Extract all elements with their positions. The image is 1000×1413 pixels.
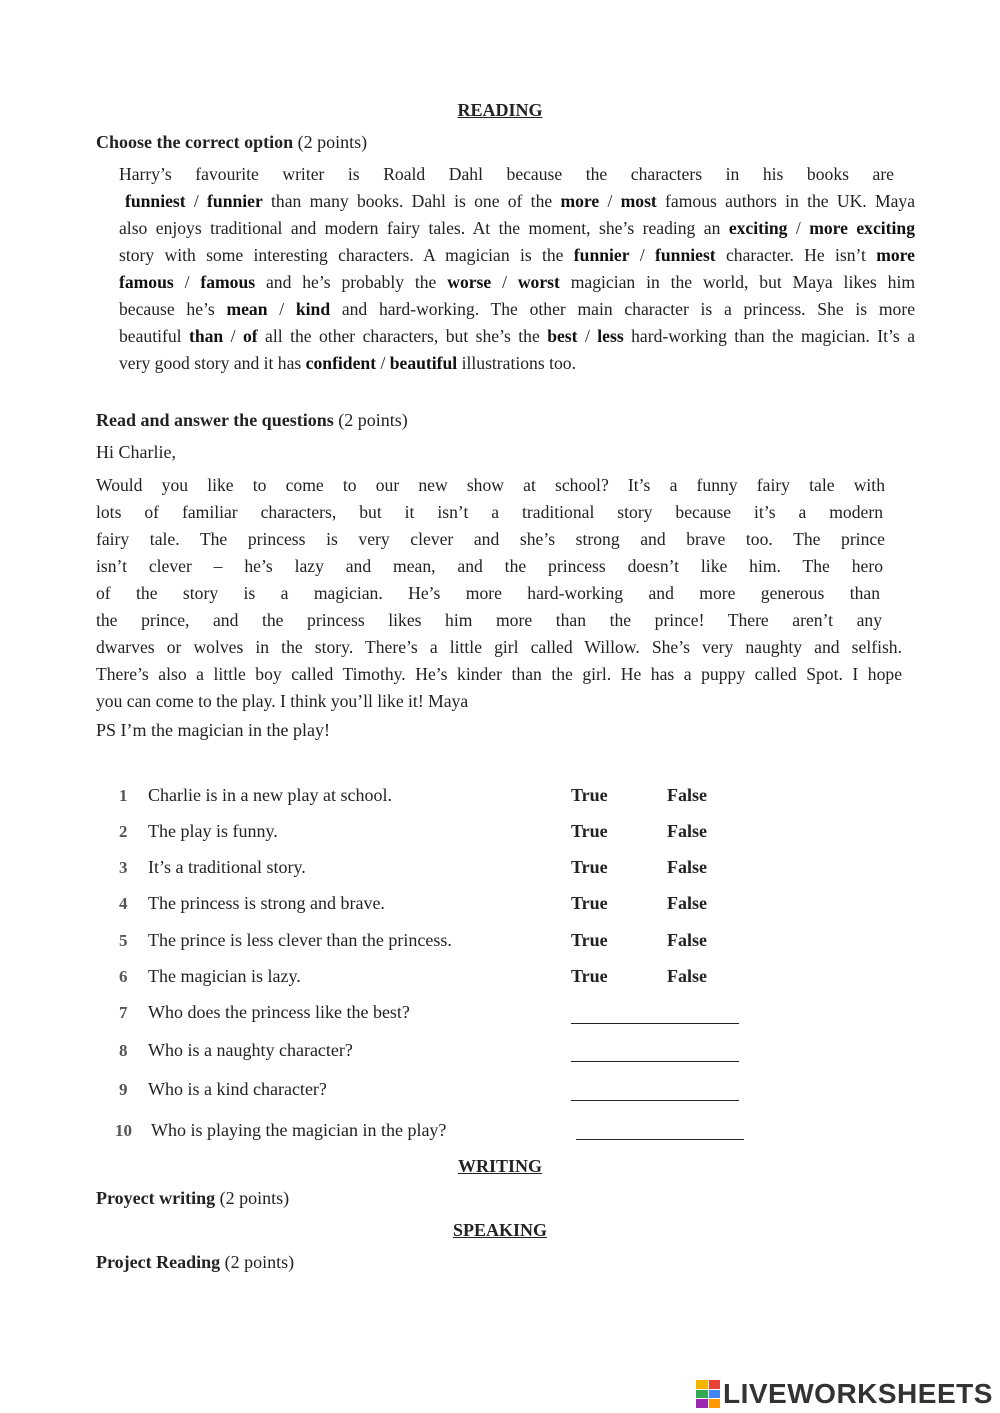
question-number: 5 [119, 931, 128, 950]
true-option[interactable]: True [571, 930, 608, 950]
logo-square [696, 1380, 708, 1389]
liveworksheets-icon [696, 1380, 720, 1408]
choose-text: illustrations too. [457, 353, 576, 373]
speaking-title: SPEAKING [452, 1220, 548, 1240]
question-text: The princess is strong and brave. [148, 893, 385, 913]
answer-option[interactable]: worse [447, 272, 492, 292]
question-number: 2 [119, 822, 128, 841]
logo-square [696, 1399, 708, 1408]
reading-title: READING [457, 100, 543, 120]
choose-text: hard-working than the magician. It’s a [623, 326, 916, 346]
question-text: The magician is lazy. [148, 966, 301, 986]
question-number: 10 [115, 1121, 132, 1140]
logo-square [709, 1390, 721, 1399]
question-text: It’s a traditional story. [148, 857, 306, 877]
answer-heading: Read and answer the questions (2 points) [96, 410, 408, 430]
false-option[interactable]: False [667, 821, 707, 841]
logo-square [696, 1390, 708, 1399]
answer-option[interactable]: less [597, 326, 624, 346]
question-number: 9 [119, 1080, 128, 1099]
choose-line [125, 191, 915, 212]
answer-option[interactable]: more [876, 245, 915, 265]
choose-line [119, 245, 915, 266]
answer-blank-input[interactable] [571, 1061, 739, 1062]
letter-line: of the story is a magician. He’s more hard-working and more generous than [96, 583, 880, 603]
choose-line [119, 326, 915, 347]
true-option[interactable]: True [571, 857, 608, 877]
false-option[interactable]: False [667, 930, 707, 950]
question-text: The play is funny. [148, 821, 278, 841]
question-text: Who is a naughty character? [148, 1040, 353, 1060]
choose-line [119, 272, 915, 293]
answer-option[interactable]: funnier [573, 245, 630, 265]
writing-heading: Proyect writing (2 points) [96, 1188, 290, 1208]
speaking-heading: Project Reading (2 points) [96, 1252, 295, 1272]
choose-text: also enjoys traditional and modern fairy tales. At the moment, she’s reading an [119, 218, 729, 238]
answer-option[interactable]: than [188, 326, 224, 346]
true-option[interactable]: True [571, 966, 608, 986]
answer-option[interactable]: exciting [728, 218, 788, 238]
answer-option[interactable]: mean [226, 299, 268, 319]
choose-text: / [599, 191, 621, 211]
choose-line [119, 164, 894, 185]
choose-text: / [267, 299, 296, 319]
choose-text: / [787, 218, 810, 238]
choose-text: very good story and it has [119, 353, 306, 373]
true-option[interactable]: True [571, 821, 608, 841]
answer-option[interactable]: confident [305, 353, 377, 373]
choose-heading: Choose the correct option (2 points) [96, 132, 368, 152]
letter-line: dwarves or wolves in the story. There’s a little girl called Willow. She’s very naughty and selfish. [96, 637, 902, 657]
answer-option[interactable]: famous [200, 272, 256, 292]
question-number: 4 [119, 894, 128, 913]
question-text: Charlie is in a new play at school. [148, 785, 392, 805]
false-option[interactable]: False [667, 785, 707, 805]
question-number: 7 [119, 1003, 128, 1022]
choose-line [119, 299, 915, 320]
logo-text: LIVEWORKSHEETS [723, 1378, 993, 1409]
letter-line: the prince, and the princess likes him more than the prince! There aren’t any [96, 610, 882, 630]
question-number: 1 [119, 786, 128, 805]
choose-text: beautiful [119, 326, 189, 346]
answer-option[interactable]: kind [295, 299, 331, 319]
question-number: 6 [119, 967, 128, 986]
choose-text: / [185, 191, 208, 211]
writing-title: WRITING [457, 1156, 542, 1176]
question-text: The prince is less clever than the princess. [148, 930, 452, 950]
answer-blank-input[interactable] [576, 1139, 744, 1140]
answer-option[interactable]: worst [517, 272, 560, 292]
answer-option[interactable]: of [242, 326, 258, 346]
question-text: Who is playing the magician in the play? [151, 1120, 447, 1140]
answer-option[interactable]: famous [119, 272, 174, 292]
logo-square [709, 1380, 721, 1389]
answer-blank-input[interactable] [571, 1100, 739, 1101]
answer-option[interactable]: more exciting [809, 218, 915, 238]
choose-text: / [491, 272, 518, 292]
choose-text: / [629, 245, 656, 265]
letter-line: Would you like to come to our new show at school? It’s a funny fairy tale with [96, 475, 885, 495]
false-option[interactable]: False [667, 857, 707, 877]
choose-text: famous authors in the UK. Maya [656, 191, 916, 211]
question-number: 8 [119, 1041, 128, 1060]
answer-option[interactable]: beautiful [389, 353, 458, 373]
answer-option[interactable]: funniest [655, 245, 716, 265]
letter-line: fairy tale. The princess is very clever and she’s strong and brave too. The prince [96, 529, 885, 549]
true-option[interactable]: True [571, 893, 608, 913]
question-number: 3 [119, 858, 128, 877]
letter-line: lots of familiar characters, but it isn’t a traditional story because it’s a modern [96, 502, 883, 522]
choose-text: / [577, 326, 598, 346]
letter-line: There’s also a little boy called Timothy. He’s kinder than the girl. He has a puppy called Spot. I hope [96, 664, 902, 684]
choose-text: / [223, 326, 243, 346]
choose-text: and hard-working. The other main character is a princess. She is more [330, 299, 915, 319]
letter-line: you can come to the play. I think you’ll like it! Maya [96, 691, 469, 711]
choose-text: because he’s [119, 299, 227, 319]
false-option[interactable]: False [667, 893, 707, 913]
choose-line [119, 353, 915, 374]
true-option[interactable]: True [571, 785, 608, 805]
choose-text: than many books. Dahl is one of the [262, 191, 561, 211]
answer-option[interactable]: most [620, 191, 657, 211]
choose-text: and he’s probably the [255, 272, 448, 292]
answer-option[interactable]: funniest [125, 191, 186, 211]
choose-text: story with some interesting characters. A magician is the [119, 245, 574, 265]
letter-greeting: Hi Charlie, [96, 442, 176, 462]
choose-text: / [376, 353, 390, 373]
answer-blank-input[interactable] [571, 1023, 739, 1024]
choose-text: Harry’s favourite writer is Roald Dahl because the characters in his books are [119, 164, 894, 184]
choose-line [119, 218, 915, 239]
answer-option[interactable]: best [547, 326, 578, 346]
liveworksheets-logo [696, 1378, 993, 1410]
question-text: Who is a kind character? [148, 1079, 327, 1099]
letter-ps: PS I’m the magician in the play! [96, 720, 330, 740]
choose-text: all the other characters, but she’s the [257, 326, 548, 346]
question-text: Who does the princess like the best? [148, 1002, 410, 1022]
letter-line: isn’t clever – he’s lazy and mean, and the princess doesn’t like him. The hero [96, 556, 883, 576]
choose-text: magician in the world, but Maya likes him [559, 272, 916, 292]
logo-square [709, 1399, 721, 1408]
false-option[interactable]: False [667, 966, 707, 986]
answer-option[interactable]: funnier [207, 191, 263, 211]
choose-text: character. He isn’t [715, 245, 877, 265]
choose-text: / [173, 272, 201, 292]
answer-option[interactable]: more [560, 191, 600, 211]
